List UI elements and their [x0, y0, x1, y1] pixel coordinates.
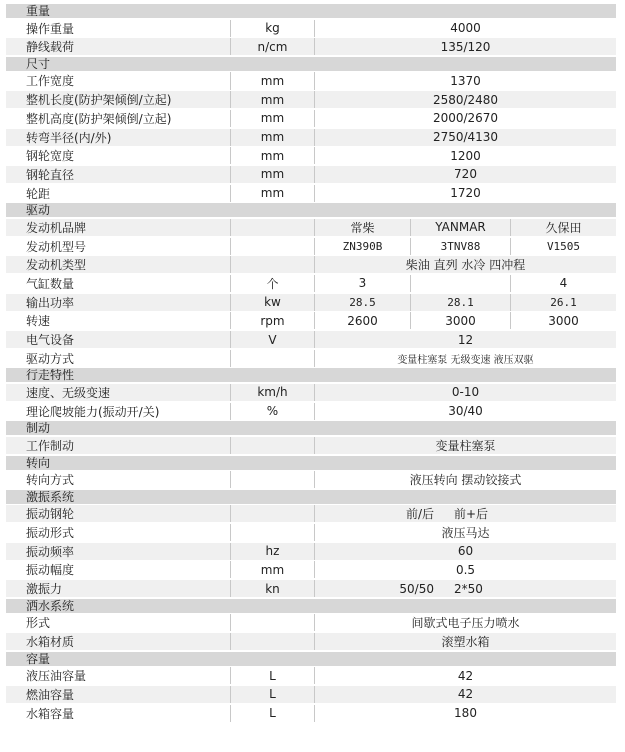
- table-row: [6, 312, 616, 329]
- table-row: [6, 294, 616, 311]
- row-label: 转向方式: [26, 473, 75, 488]
- row-unit: mm: [230, 561, 314, 578]
- section-header: 尺寸: [6, 57, 616, 71]
- row-label: 振动幅度: [26, 563, 75, 578]
- section-header: 行走特性: [6, 368, 616, 382]
- row-unit: mm: [230, 185, 314, 202]
- row-label: 水箱材质: [26, 634, 75, 649]
- table-row: [6, 505, 616, 522]
- row-unit: V: [230, 331, 314, 348]
- row-label: 钢轮宽度: [26, 149, 75, 164]
- row-unit: [230, 471, 314, 488]
- row-value: 2580/2480: [314, 91, 616, 108]
- row-label: 液压油容量: [26, 669, 87, 684]
- row-value: 60: [314, 543, 616, 560]
- row-label: 水箱容量: [26, 706, 75, 721]
- table-row: [6, 72, 616, 89]
- row-unit: kg: [230, 20, 314, 37]
- row-unit: mm: [230, 166, 314, 183]
- row-label: 工作制动: [26, 438, 75, 453]
- row-unit: mm: [230, 91, 314, 108]
- row-label: 电气设备: [26, 333, 75, 348]
- table-row: [6, 580, 616, 597]
- row-value: 液压转向 摆动铰接式: [314, 471, 616, 488]
- row-value: ZN390B: [314, 238, 410, 255]
- table-row: [6, 384, 616, 401]
- row-value: 2600: [314, 312, 410, 329]
- table-row: [6, 110, 616, 127]
- table-row: [6, 633, 616, 650]
- table-row: [6, 331, 616, 348]
- row-value: 1720: [314, 185, 616, 202]
- table-row: [6, 219, 616, 236]
- row-label: 气缸数量: [26, 276, 75, 291]
- row-unit: L: [230, 667, 314, 684]
- row-label: 整机高度(防护架倾倒/立起): [26, 111, 172, 126]
- row-value: 50/50: [314, 580, 444, 597]
- row-label: 转速: [26, 314, 51, 329]
- row-unit: [230, 505, 314, 522]
- table-row: [6, 437, 616, 454]
- row-value: V1505: [510, 238, 616, 255]
- row-label: 燃油容量: [26, 687, 75, 702]
- table-row: [6, 185, 616, 202]
- row-label: 理论爬坡能力(振动开/关): [26, 404, 160, 419]
- section-header: 驱动: [6, 203, 616, 217]
- row-unit: [230, 633, 314, 650]
- row-value: 0-10: [314, 384, 616, 401]
- row-unit: [230, 238, 314, 255]
- row-unit: L: [230, 686, 314, 703]
- table-row: [6, 471, 616, 488]
- row-value: 2000/2670: [314, 110, 616, 127]
- row-unit: %: [230, 403, 314, 420]
- row-value: YANMAR: [410, 219, 510, 236]
- table-row: [6, 91, 616, 108]
- row-value: 2*50: [454, 581, 483, 596]
- table-row: [6, 129, 616, 146]
- table-row: [6, 524, 616, 541]
- row-label: 发动机品牌: [26, 220, 87, 235]
- row-value: 柴油 直列 水冷 四冲程: [314, 256, 616, 273]
- row-value: 12: [314, 331, 616, 348]
- row-label: 操作重量: [26, 21, 75, 36]
- table-row: [6, 705, 616, 722]
- row-value: 26.1: [510, 294, 616, 311]
- row-value: [410, 275, 510, 292]
- row-value: 1200: [314, 147, 616, 164]
- table-row: [6, 614, 616, 631]
- table-row: [6, 166, 616, 183]
- row-label: 输出功率: [26, 295, 75, 310]
- row-label: 静线载荷: [26, 40, 75, 55]
- row-unit: [230, 437, 314, 454]
- row-label: 振动形式: [26, 525, 75, 540]
- table-row: [6, 238, 616, 255]
- row-unit: mm: [230, 72, 314, 89]
- row-value: 42: [314, 667, 616, 684]
- table-row: [6, 350, 616, 367]
- table-row: [6, 686, 616, 703]
- table-row: [6, 147, 616, 164]
- row-unit: rpm: [230, 312, 314, 329]
- section-header: 激振系统: [6, 490, 616, 504]
- row-label: 发动机型号: [26, 239, 87, 254]
- row-label: 发动机类型: [26, 258, 87, 273]
- section-header: 制动: [6, 421, 616, 435]
- row-value: 28.1: [410, 294, 510, 311]
- row-value: 0.5: [314, 561, 616, 578]
- row-unit: kw: [230, 294, 314, 311]
- row-value: 720: [314, 166, 616, 183]
- section-header: 容量: [6, 652, 616, 666]
- row-unit: [230, 256, 314, 273]
- table-row: [6, 38, 616, 55]
- row-value: 液压马达: [314, 524, 616, 541]
- row-label: 激振力: [26, 582, 63, 597]
- row-unit: [230, 350, 314, 367]
- row-value: 180: [314, 705, 616, 722]
- row-value: 滚塑水箱: [314, 633, 616, 650]
- row-value: 2750/4130: [314, 129, 616, 146]
- table-row: [6, 403, 616, 420]
- row-unit: [230, 524, 314, 541]
- row-unit: mm: [230, 129, 314, 146]
- row-unit: n/cm: [230, 38, 314, 55]
- row-value: 3TNV88: [410, 238, 510, 255]
- row-unit: [230, 219, 314, 236]
- row-value: 变量柱塞泵: [314, 437, 616, 454]
- row-value: 1370: [314, 72, 616, 89]
- row-label: 速度、无级变速: [26, 385, 111, 400]
- row-unit: [230, 614, 314, 631]
- row-value: 前/后: [314, 505, 444, 522]
- row-unit: km/h: [230, 384, 314, 401]
- row-value: 前+后: [454, 507, 489, 522]
- row-unit: kn: [230, 580, 314, 597]
- row-label: 整机长度(防护架倾倒/立起): [26, 93, 172, 108]
- row-unit: mm: [230, 147, 314, 164]
- row-value: 30/40: [314, 403, 616, 420]
- row-label: 转弯半径(内/外): [26, 130, 112, 145]
- row-value: 3000: [510, 312, 616, 329]
- row-unit: 个: [230, 275, 314, 292]
- row-unit: mm: [230, 110, 314, 127]
- row-value: 135/120: [314, 38, 616, 55]
- row-value: 4000: [314, 20, 616, 37]
- row-value: 常柴: [314, 219, 410, 236]
- row-label: 驱动方式: [26, 351, 75, 366]
- table-row: [6, 543, 616, 560]
- row-label: 钢轮直径: [26, 167, 75, 182]
- row-value: 3000: [410, 312, 510, 329]
- row-value: 久保田: [510, 219, 616, 236]
- table-row: [6, 667, 616, 684]
- row-value: 4: [510, 275, 616, 292]
- section-header: 洒水系统: [6, 599, 616, 613]
- section-header: 转向: [6, 456, 616, 470]
- row-unit: L: [230, 705, 314, 722]
- table-row: [6, 256, 616, 273]
- row-value: 28.5: [314, 294, 410, 311]
- row-label: 振动钢轮: [26, 507, 75, 522]
- row-label: 振动频率: [26, 544, 75, 559]
- section-header: 重量: [6, 4, 616, 18]
- table-row: [6, 561, 616, 578]
- row-label: 工作宽度: [26, 74, 75, 89]
- row-value: 3: [314, 275, 410, 292]
- row-value: 42: [314, 686, 616, 703]
- row-label: 轮距: [26, 186, 51, 201]
- row-value: 间歇式电子压力喷水: [314, 614, 616, 631]
- row-label: 形式: [26, 616, 51, 631]
- row-unit: hz: [230, 543, 314, 560]
- table-row: [6, 20, 616, 37]
- table-row: [6, 275, 616, 292]
- row-value: 变量柱塞泵 无级变速 液压双驱: [314, 350, 616, 367]
